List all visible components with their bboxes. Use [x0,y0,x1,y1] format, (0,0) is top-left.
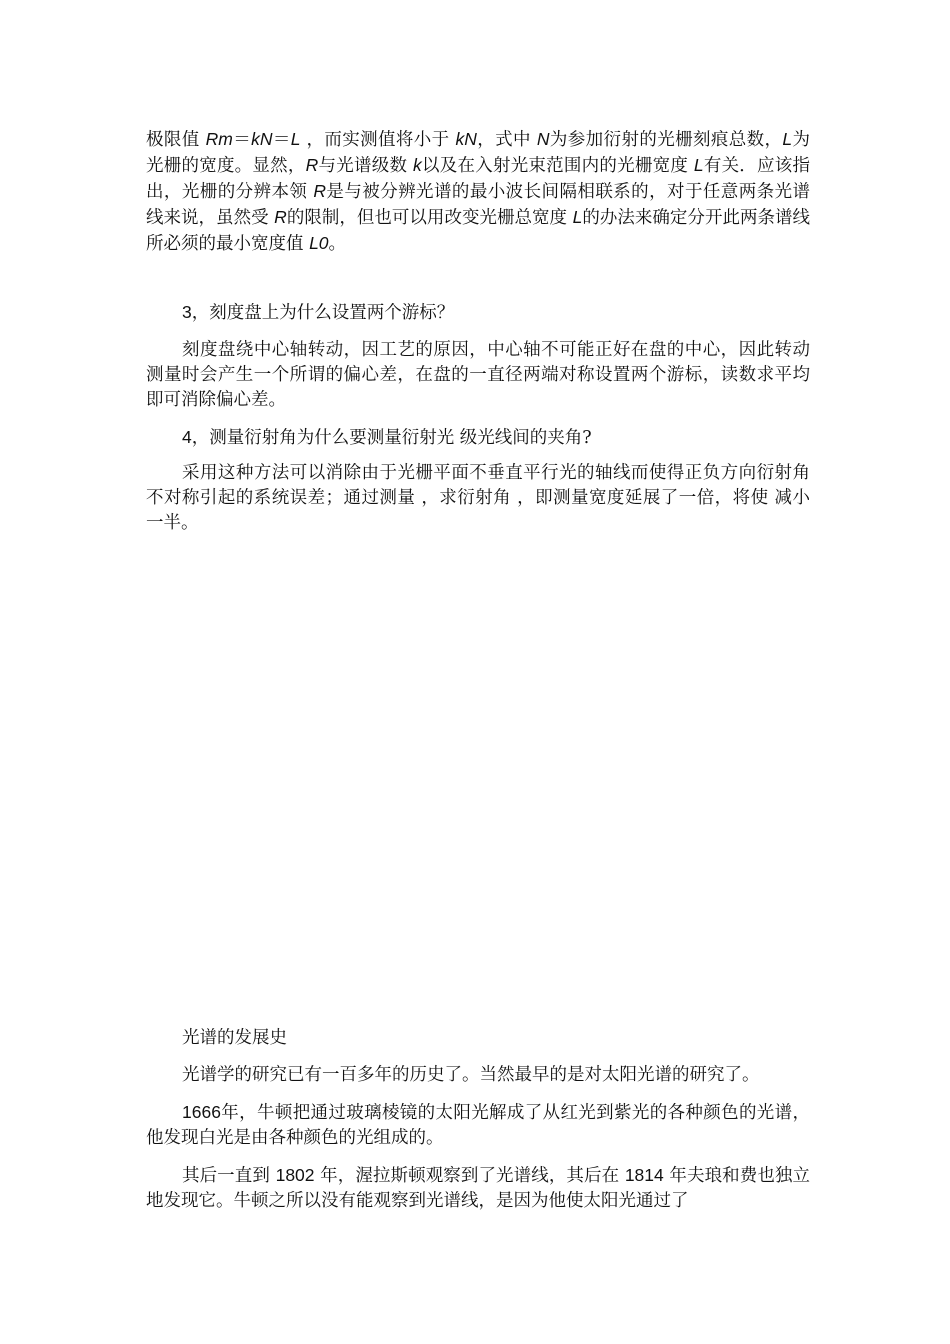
text-segment: 的限制，但也可以用改变光栅总宽度 [286,208,573,228]
text-segment: 为光栅的宽度。显然， [146,130,811,176]
text-segment: 。 [328,234,347,254]
text-segment: 有关．应该指出，光栅的分辨本领 [146,156,811,202]
question-text: ，测量衍射角为什么要测量衍射光 级光线间的夹角? [191,428,592,448]
text-segment: 的办法来确定分开此两条谱线所必须的最小宽度值 [146,208,811,254]
text-segment: 年夫琅和费也独立地发现它。牛顿之所以没有能观察到光谱线，是因为他使太阳光通过了 [146,1166,811,1211]
symbol-r: R [274,207,287,227]
section-title-spectrum-history: 光谱的发展史 [182,1028,287,1048]
symbol-l: L [693,155,704,175]
text-segment: 其后一直到 [182,1166,276,1186]
text-segment: 年，渥拉斯顿观察到了光谱线，其后在 [314,1166,625,1186]
symbol-kn: kN [455,129,477,149]
question-number: 3 [182,302,192,322]
history-paragraph-3 [146,1163,810,1214]
question-4 [146,425,810,451]
symbol-k: k [413,155,422,175]
symbol-kn: kN [251,129,273,149]
text-segment: 以及在入射光束范围内的光栅宽度 [421,156,694,176]
symbol-l: L [572,207,583,227]
question-text: ，刻度盘上为什么设置两个游标？ [191,303,455,323]
symbol-rm: Rm [205,129,233,149]
text-segment: ＝ [232,129,252,149]
text-segment: 与光谱级数 [318,156,414,176]
symbol-r: R [313,181,326,201]
symbol-l: L [290,129,301,149]
text-segment: ，而实测值将小于 [300,130,456,150]
text-segment: ＝ [272,129,291,149]
question-3 [146,300,810,326]
text-segment: ，式中 [476,130,537,150]
history-paragraph-2 [146,1100,810,1151]
answer-4: 采用这种方法可以消除由于光栅平面不垂直平行光的轴线而使得正负方向衍射角不对称引起的系统误差；通过测量 ，求衍射角 ，即测量宽度延展了一倍，将使 减小一半。 [146,463,810,533]
text-segment: 为参加衍射的光栅刻痕总数， [549,130,783,150]
year-1666: 1666 [182,1102,221,1122]
year-1802: 1802 [275,1165,315,1185]
symbol-l0: L0 [309,233,329,253]
question-number: 4 [182,427,192,447]
year-1814: 1814 [624,1165,664,1185]
text-segment: 年，牛顿把通过玻璃棱镜的太阳光解成了从红光到紫光的各种颜色的光谱，他发现白光是由各种颜色的光组成的。 [146,1103,810,1148]
symbol-n: N [536,129,550,149]
symbol-r: R [305,155,319,175]
history-paragraph-1: 光谱学的研究已有一百多年的历史了。当然最早的是对太阳光谱的研究了。 [182,1065,760,1085]
text-segment: 极限值 [146,130,206,150]
text-segment: 是与被分辨光谱的最小波长间隔相联系的，对于任意两条光谱线来说，虽然受 [146,182,811,228]
symbol-l: L [782,129,793,149]
paragraph-resolving-power [146,127,810,257]
answer-3: 刻度盘绕中心轴转动，因工艺的原因，中心轴不可能正好在盘的中心，因此转动测量时会产生一个所谓的偏心差，在盘的一直径两端对称设置两个游标，读数求平均即可消除偏心差。 [146,340,810,410]
